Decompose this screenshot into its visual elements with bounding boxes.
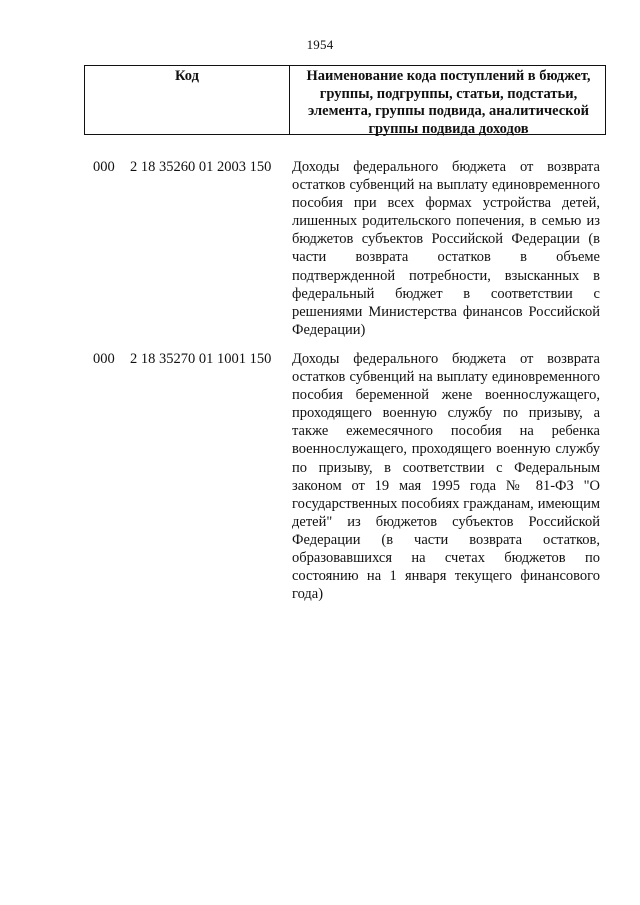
admin-code: 000 xyxy=(93,351,115,367)
page-number: 1954 xyxy=(306,37,334,52)
table-header xyxy=(84,65,606,135)
revenue-code: 2 18 35270 01 1001 150 xyxy=(130,351,272,367)
revenue-description: Доходы федерального бюджета от возврата остатков субвенций на выплату единовременного пособия при всех формах устройства детей, лишенных родительского попечения, в семью из бюджетов субъектов Российской Федерации (в части возврата остатков в объеме подтвержденной потребности, взысканных в федеральный бюджет в соответствии с решениями Министерства финансов Российской Федерации) xyxy=(292,159,600,338)
code-column-header: Код xyxy=(175,68,199,84)
revenue-description: Доходы федерального бюджета от возврата остатков субвенций на выплату единовременного пособия беременной жене военнослужащего, проходящего военную службу по призыву, а также ежемесячного пособия на ребенка военнослужащего, проходящего военную службу по призыву, в соответствии с Федеральным законом от 19 мая 1995 года № 81-ФЗ "О государственных пособиях гражданам, имеющим детей" из бюджетов субъектов Российской Федерации (в части возврата остатков, образовавшихся на счетах бюджетов по состоянию на 1 января текущего финансового года) xyxy=(292,351,600,603)
revenue-code: 2 18 35260 01 2003 150 xyxy=(130,159,272,175)
admin-code: 000 xyxy=(93,159,115,175)
name-column-header: Наименование кода поступлений в бюджет, группы, подгруппы, статьи, подстатьи, элемента, группы подвида, аналитической группы подвида доходов xyxy=(306,68,591,137)
